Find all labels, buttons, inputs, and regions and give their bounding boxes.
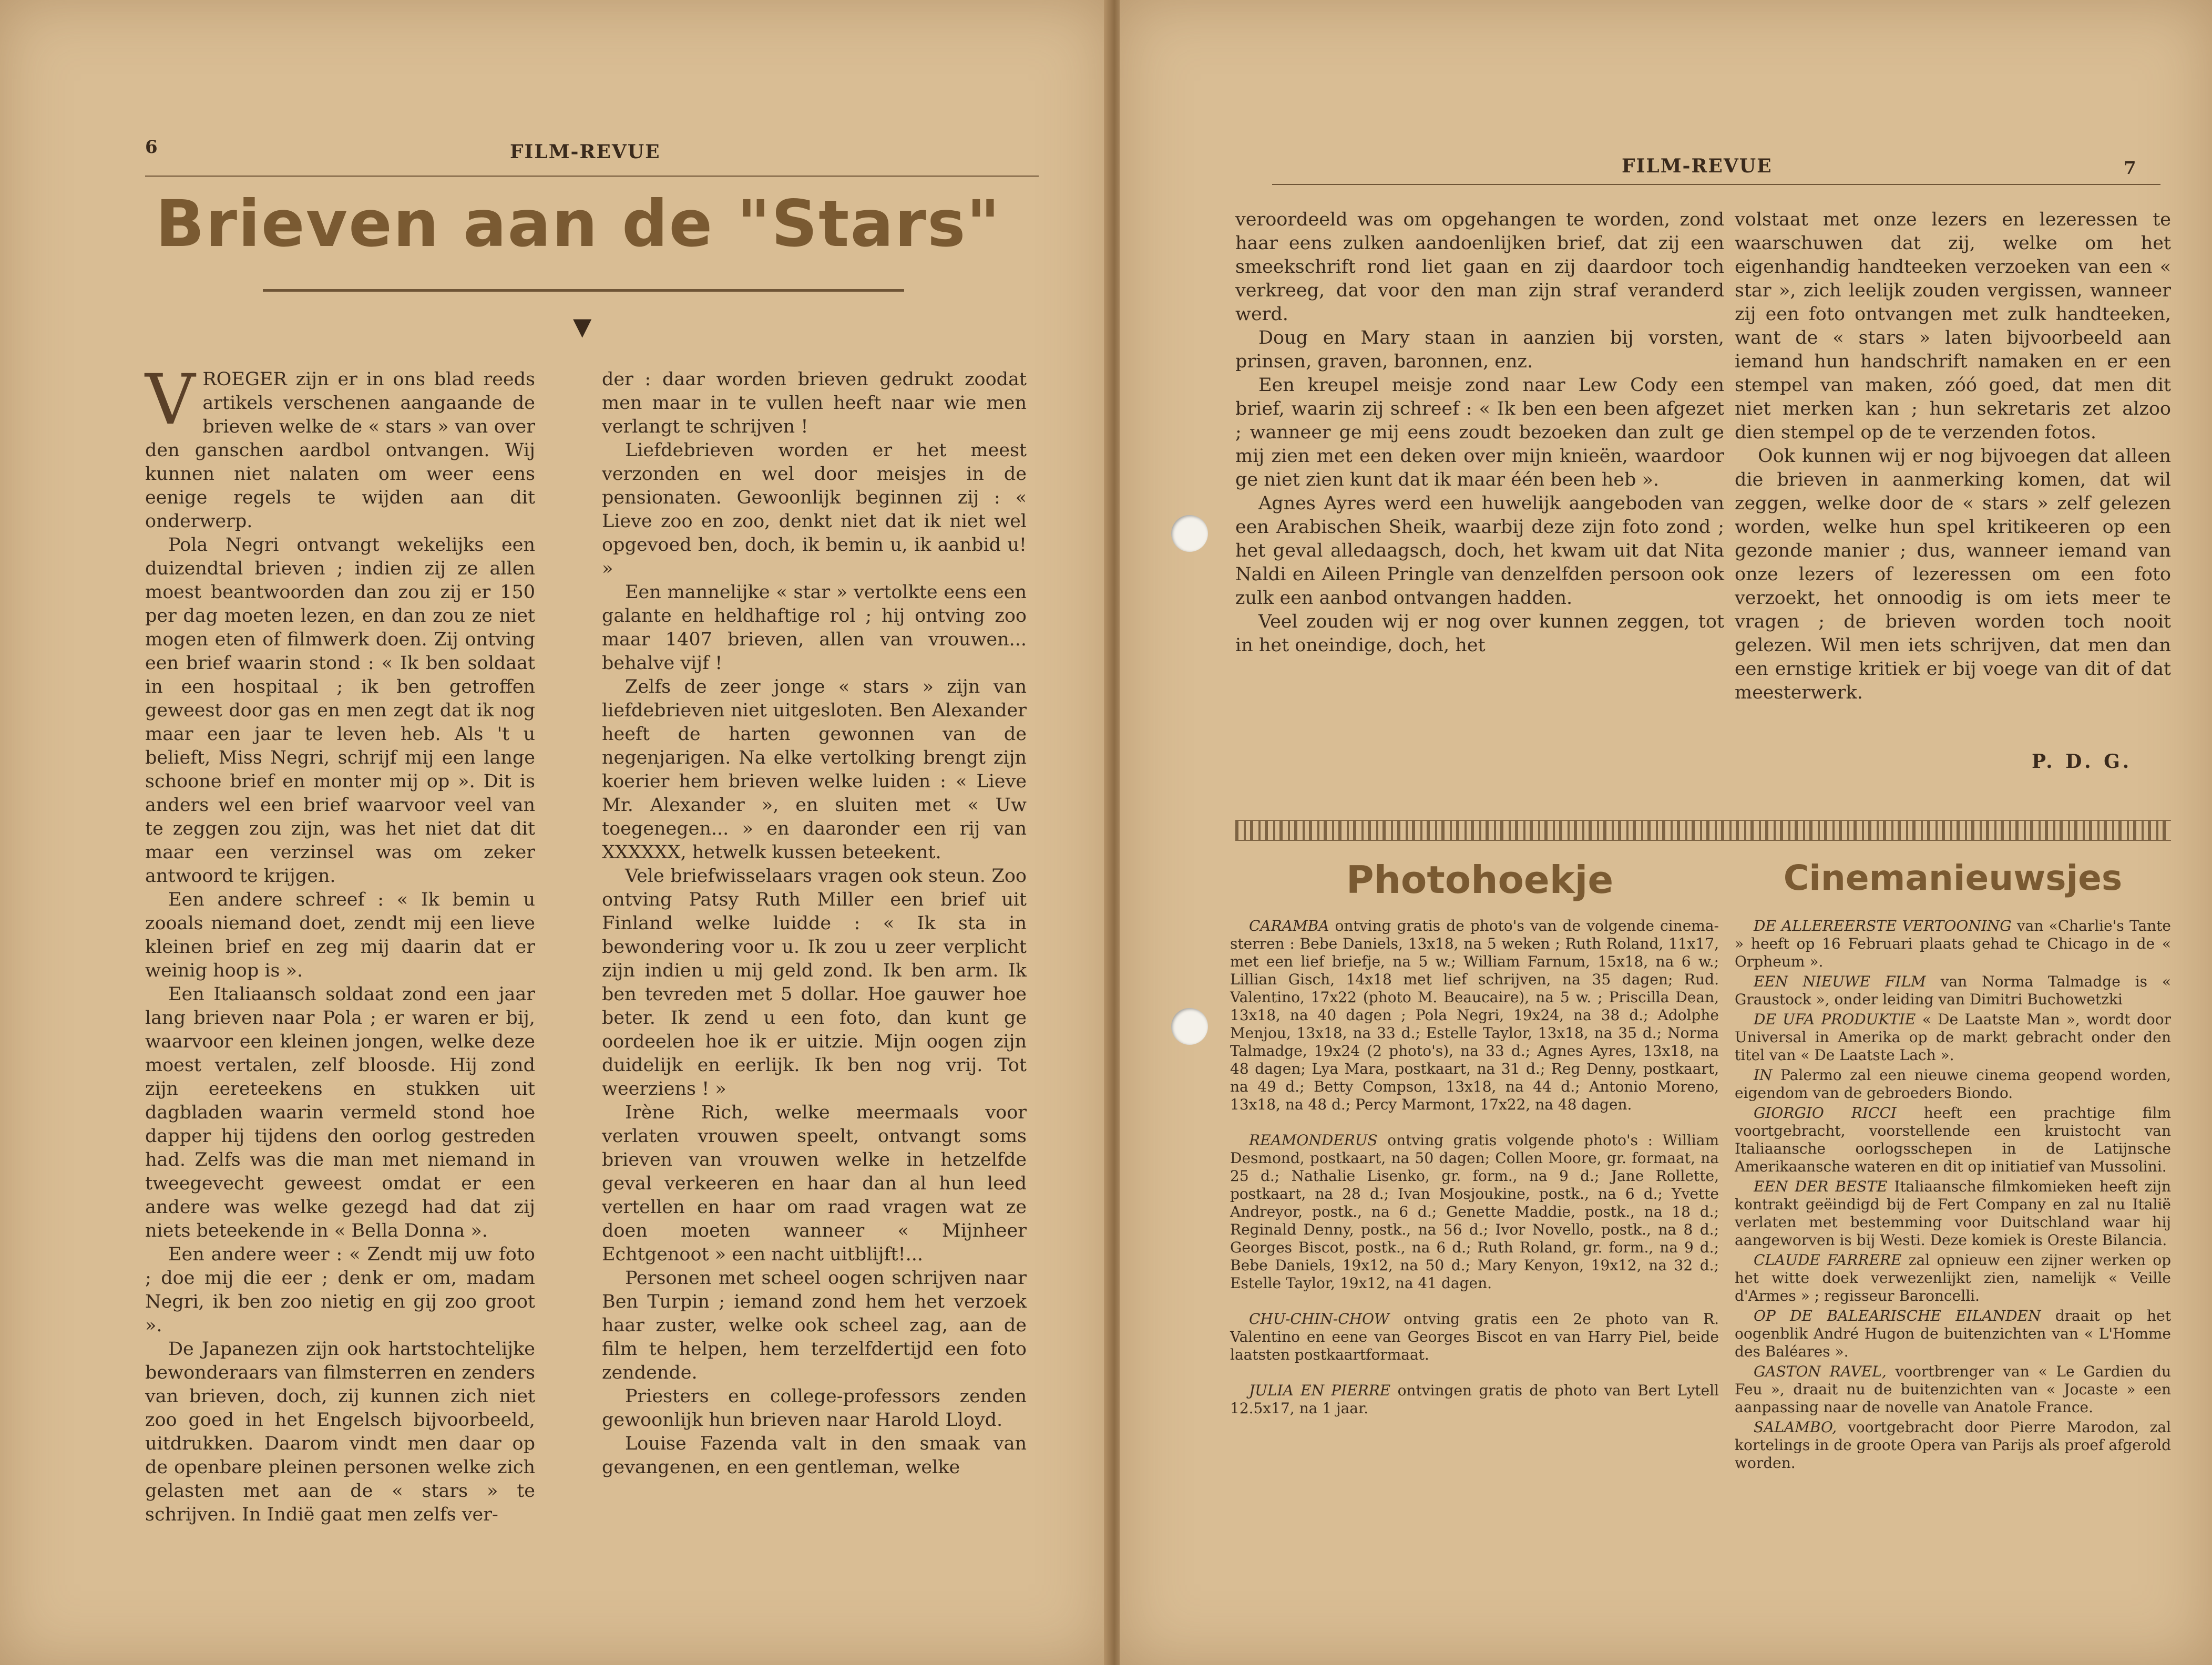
news-item: SALAMBO, voortgebracht door Pierre Marodon, zal kortelings in de groote Opera van Parijs als proef afgerold worden. <box>1735 1419 2171 1472</box>
paragraph: Doug en Mary staan in aanzien bij vorsten, prinsen, graven, baronnen, enz. <box>1235 327 1724 372</box>
paragraph: VROEGER zijn er in ons blad reeds artikels verschenen aangaande de brieven welke de « stars » van over den ganschen aardbol ontvangen. Wij kunnen niet nalaten om weer eens eenige regels te wijden aan dit onderwerp. <box>145 359 535 532</box>
paragraph: Louise Fazenda valt in den smaak van gevangenen, en een gentleman, welke <box>602 1433 1027 1478</box>
photo-item: REAMONDERUS ontving gratis volgende photo's : William Desmond, postkaart, na 50 dagen; Collen Moore, gr. formaat, na 25 d.; Nathalie Lisenko, gr. form., na 9 d.; Jane Rollette, postkaart, na 28 d.; Ivan Mosjoukine, postk., na 6 d.; Yvette Andreyor, postk., na 6 d.; Genette Maddie, postk., na 18 d.; Reginald Denny, postk., na 56 d.; Ivor Novello, postk., na 8 d.; Georges Biscot, postk., na 6 d.; Ruth Roland, gr. form., na 9 d.; Bebe Daniels, 19x12, na 50 d.; Mary Kenyon, 19x12, na 32 d.; Estelle Taylor, 19x12, na 41 dagen. <box>1230 1132 1719 1292</box>
paragraph: Pola Negri ontvangt wekelijks een duizendtal brieven ; indien zij ze allen moest beantwoorden dan zou zij er 150 per dag moeten lezen, en dan zou ze niet mogen eten of filmwerk doen. Zij ontving een brief waarin stond : « Ik ben soldaat in een hospitaal ; ik ben getroffen geweest door gas en men zegt dat ik nog maar een jaar te leven heb. Als 't u belieft, Miss Negri, schrijf mij een lange schoone brief en monter mij op ». Dit is anders wel een brief waarvoor veel van te zeggen zou zijn, was het niet dat dit maar een verzinsel was om zeker antwoord te krijgen. <box>145 535 535 887</box>
paragraph: Een andere schreef : « Ik bemin u zooals niemand doet, zendt mij een lieve kleinen brief en zeg mij daarin dat er weinig hoop is ». <box>145 889 535 981</box>
paragraph: Vele briefwisselaars vragen ook steun. Zoo ontving Patsy Ruth Miller een brief uit Finland welke luidde : « Ik sta in bewondering voor u. Ik zou u zeer verplicht zijn indien u mij geld zond. Ik ben arm. Ik ben tevreden met 5 dollar. Hoe gauwer hoe beter. Ik zend u een foto, dan kunt ge oordeelen hoe ik er uitzie. Mijn oogen zijn duidelijk en eerlijk. Ik ben nog vrij. Tot weerziens ! » <box>602 866 1027 1099</box>
header-rule <box>1272 184 2160 185</box>
paragraph: Irène Rich, welke meermaals voor verlaten vrouwen speelt, ontvangt soms brieven van vrouwen welke in hetzelfde geval verkeeren en haar dan al hun leed vertellen en haar om raad vragen wat ze doen moeten wanneer « Mijnheer Echtgenoot » een nacht uitblijft!... <box>602 1102 1027 1265</box>
paragraph: Zelfs de zeer jonge « stars » zijn van liefdebrieven niet uitgesloten. Ben Alexander heeft de harten gewonnen van de negenjarigen. Na elke vertolking brengt zijn koerier hem brieven welke luiden : « Lieve Mr. Alexander », en sluiten met « Uw toegenegen... » en daaronder een rij van XXXXXX, hetwelk kussen beteekent. <box>602 676 1027 863</box>
photo-item: CHU-CHIN-CHOW ontving gratis een 2e photo van R. Valentino en eene van Georges Biscot en van Harry Piel, beide laatsten postkaartformaat. <box>1230 1310 1719 1363</box>
running-head: FILM-REVUE <box>510 141 661 163</box>
header-rule <box>145 176 1039 177</box>
article-title: Brieven aan de "Stars" <box>155 187 1001 261</box>
news-item: EEN DER BESTE Italiaansche filmkomieken heeft zijn kontrakt geëindigd bij de Fert Company en zal nu Italië verlaten met bestemming voor Duitschland waar hij aangeworven is bij Westi. Deze komiek is Oreste Bilancia. <box>1735 1178 2171 1249</box>
photohoekje-column <box>1230 917 1719 1435</box>
photo-item: JULIA EN PIERRE ontvingen gratis de photo van Bert Lytell 12.5x17, na 1 jaar. <box>1230 1382 1719 1417</box>
news-item: DE UFA PRODUKTIE « De Laatste Man », wordt door Universal in Amerika op de markt gebracht onder den titel van « De Laatste Lach ». <box>1735 1011 2172 1064</box>
paragraph: Een kreupel meisje zond naar Lew Cody een brief, waarin zij schreef : « Ik ben een been afgezet ; wanneer ge mij eens zoudt bezoeken dan zult ge mij zien met een deken over mijn knieën, waardoor ge niet zien kunt dat ik maar één been heb ». <box>1235 375 1724 490</box>
news-item: GIORGIO RICCI heeft een prachtige film voortgebracht, voorstellende een kruistocht van Italiaansche oorlogsschepen in de Latijnsche Amerikaansche wateren en dit op initiatief van Mussolini. <box>1735 1104 2171 1175</box>
punch-hole <box>1171 515 1208 552</box>
running-head: FILM-REVUE <box>1622 155 1773 177</box>
right-page <box>1120 0 2212 1665</box>
news-item: CLAUDE FARRERE zal opnieuw een zijner werken op het witte doek verwezenlijkt zien, namelijk « Veille d'Armes » ; regisseur Baroncelli. <box>1735 1251 2171 1304</box>
paragraph: Veel zouden wij er nog over kunnen zeggen, tot in het oneindige, doch, het <box>1235 611 1724 656</box>
paragraph: Personen met scheel oogen schrijven naar Ben Turpin ; iemand zond hem het verzoek haar zuster, welke ook scheel zag, aan de film te helpen, hem terzelfdertijd een foto zendende. <box>602 1268 1027 1383</box>
paragraph: der : daar worden brieven gedrukt zoodat men maar in te vullen heeft naar wie men verlangt te schrijven ! <box>602 369 1027 437</box>
paragraph: Een Italiaansch soldaat zond een jaar lang brieven naar Pola ; er waren er bij, waarvoor een kleinen jongen, welke deze moest vertalen, zelf bloosde. Hij zond zijn eereteekens en stukken uit dagbladen waarin vermeld stond hoe dapper hij tijdens den oorlog gestreden had. Zelfs was die man met niemand in tweegevecht geweest omdat er een andere was welke gezegd had dat zij niets beteekende in « Bella Donna ». <box>145 984 535 1241</box>
photohoekje-title: Photohoekje <box>1346 858 1614 902</box>
news-item: IN Palermo zal een nieuwe cinema geopend worden, eigendom van de gebroeders Biondo. <box>1735 1066 2172 1102</box>
article-column-1 <box>145 359 535 1527</box>
page-number: 6 <box>145 137 158 158</box>
paragraph: Agnes Ayres werd een huwelijk aangeboden van een Arabischen Sheik, waarbij deze zijn foto zond ; het geval alledaagsch, doch, het kwam uit dat Nita Naldi en Aileen Pringle van denzelfden persoon ook zulk een aanbod ontvangen hadden. <box>1235 493 1724 609</box>
ornamental-divider <box>1235 820 2171 841</box>
paragraph: Een mannelijke « star » vertolkte eens een galante en heldhaftige rol ; hij ontving zoo maar 1407 brieven, allen van vrouwen... behalve vijf ! <box>602 582 1027 674</box>
article-column-4 <box>1735 208 2171 705</box>
photo-item: CARAMBA ontving gratis de photo's van de volgende cinema-sterren : Bebe Daniels, 13x18, na 5 weken ; Ruth Roland, 11x17, met een lief briefje, na 5 w.; William Farnum, 15x18, na 6 w.; Lillian Gisch, 14x18 met lief schrijven, na 35 dagen; Rud. Valentino, 17x22 (photo M. Beaucaire), na 5 w. ; Priscilla Dean, 13x18, na 40 dagen ; Pola Negri, 19x24, na 38 d.; Adolphe Menjou, 13x18, na 33 d.; Estelle Taylor, 13x18, na 35 d.; Norma Talmadge, 19x24 (2 photo's), na 33 d.; Agnes Ayres, 13x18, na 48 dagen; Lya Mara, postkaart, na 31 d.; Reg Denny, postkaart, na 49 d.; Betty Compson, 13x18, na 44 d.; Antonio Moreno, 13x18, na 48 d.; Percy Marmont, 17x22, na 48 dagen. <box>1230 917 1719 1113</box>
paragraph: Een andere weer : « Zendt mij uw foto ; doe mij die eer ; denk er om, madam Negri, ik ben zoo nietig en gij zoo groot ». <box>145 1244 535 1336</box>
paragraph: Ook kunnen wij er nog bijvoegen dat alleen die brieven in aanmerking komen, dat wil zeggen, welke door de « stars » zelf gelezen worden, welke hun spel kritikeeren op een gezonde manier ; dus, wanneer iemand van onze lezers of lezeressen om een foto verzoekt, het onnoodig is om iets meer te vragen ; de brieven worden toch nooit gelezen. Wil men iets schrijven, dat men dan een ernstige kritiek er bij voege van dit of dat meesterwerk. <box>1735 446 2171 703</box>
news-item: OP DE BALEARISCHE EILANDEN draait op het oogenblik André Hugon de buitenzichten van « L'Homme des Baléares ». <box>1735 1307 2172 1360</box>
paragraph: De Japanezen zijn ook hartstochtelijke bewonderaars van filmsterren en zenders van brieven, doch, zij kunnen zich niet zoo goed in het Engelsch bijvoorbeeld, uitdrukken. Daarom vindt men daar op de openbare pleinen personen welke zich gelasten met aan de « stars » te schrijven. In Indië gaat men zelfs ver- <box>145 1339 535 1525</box>
news-item: DE ALLEREERSTE VERTOONING van «Charlie's Tante » heeft op 16 Februari plaats gehad te Chicago in de « Orpheum ». <box>1735 917 2172 970</box>
title-ornament: ▼ <box>573 312 592 341</box>
paragraph: veroordeeld was om opgehangen te worden, zond haar eens zulken aandoenlijken brief, dat zij een smeekschrift rond liet gaan en zij daardoor toch verkreeg, dat voor den man zijn straf veranderd werd. <box>1235 209 1724 325</box>
article-column-3 <box>1235 208 1724 657</box>
news-item: EEN NIEUWE FILM van Norma Talmadge is « Graustock », onder leiding van Dimitri Buchowetzki <box>1735 973 2172 1008</box>
article-column-2 <box>602 368 1027 1479</box>
paragraph: Liefdebrieven worden er het meest verzonden en wel door meisjes in de pensionaten. Gewoonlijk beginnen zij : « Lieve zoo en zoo, denkt niet dat ik niet wel opgevoed ben, doch, ik bemin u, ik aanbid u! » <box>602 440 1027 579</box>
paragraph: Priesters en college-professors zenden gewoonlijk hun brieven naar Harold Lloyd. <box>602 1386 1027 1431</box>
news-item: GASTON RAVEL, voortbrenger van « Le Gardien du Feu », draait nu de buitenzichten van « Jocaste » een aanpassing naar de novelle van Anatole France. <box>1735 1363 2171 1416</box>
title-rule <box>263 289 904 292</box>
punch-hole <box>1171 1008 1208 1045</box>
drop-cap: V <box>145 359 196 440</box>
paragraph: volstaat met onze lezers en lezeressen te waarschuwen dat zij, welke om het eigenhandig handteeken verzoeken van een « star », zich leelijk zouden vergissen, wanneer zij een foto ontvangen met zulk handteeken, want de « stars » laten bijvoorbeeld aan iemand hun handschrift namaken en er een stempel van maken, zóó goed, dat men dit niet merken kan ; hun sekretaris zet alzoo dien stempel op de te verzenden fotos. <box>1735 209 2171 443</box>
cinemanieuwsjes-column <box>1735 917 2171 1474</box>
author-signature: P. D. G. <box>2032 751 2133 773</box>
page-number: 7 <box>2124 158 2136 179</box>
cinemanieuwsjes-title: Cinemanieuwsjes <box>1783 858 2123 898</box>
